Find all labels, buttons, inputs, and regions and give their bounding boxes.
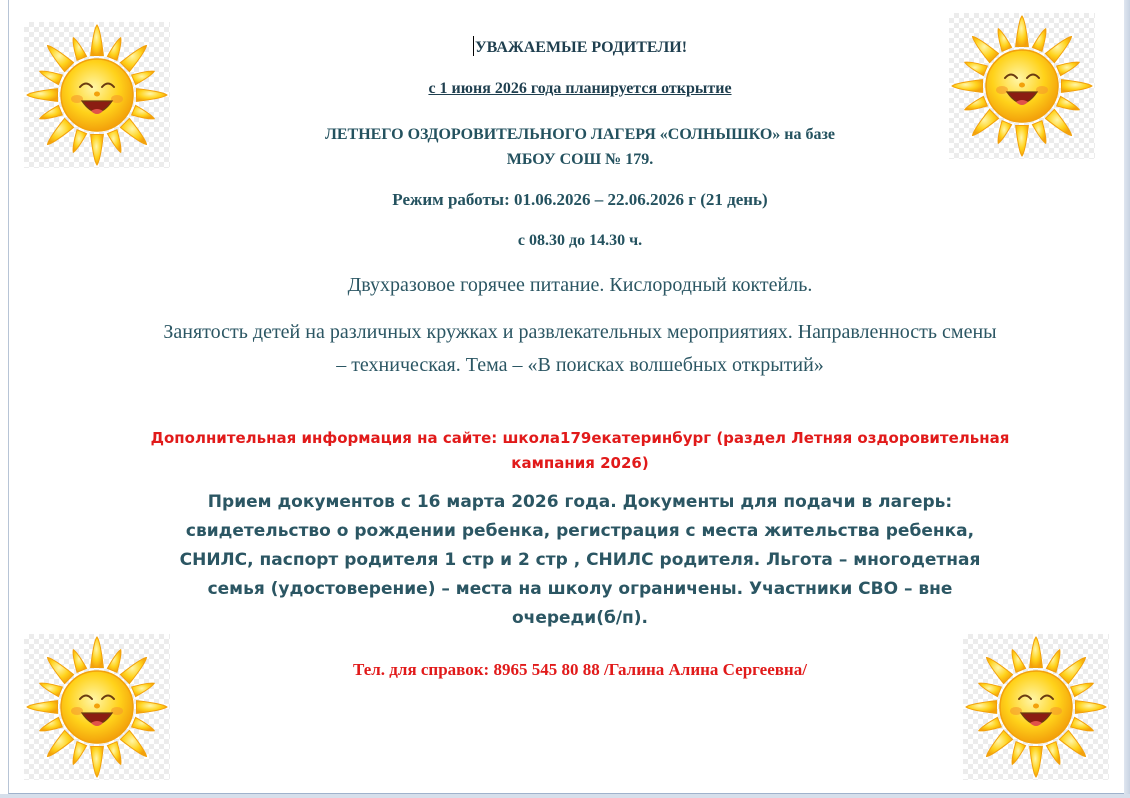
text-cursor xyxy=(473,36,474,56)
school-line: МБОУ СОШ № 179. xyxy=(506,151,654,168)
sun-image-bottom-left xyxy=(24,634,170,780)
greeting-heading xyxy=(120,36,1040,57)
food-line: Двухразовое горячее питание. Кислородный коктейль. xyxy=(347,274,813,296)
opening-line: с 1 июня 2026 года планируется открытие xyxy=(428,80,732,97)
camp-block xyxy=(120,122,1040,172)
activity-paragraph: Занятость детей на различных кружках и развлекательных мероприятиях. Направленность смены – техническая. Тема – «В поисках волшебных открытий» xyxy=(163,321,997,376)
sun-image-bottom-right xyxy=(963,634,1109,780)
smiling-sun-icon xyxy=(24,634,170,780)
smiling-sun-icon xyxy=(963,634,1109,780)
additional-info: Дополнительная информация на сайте: школа179екатеринбург (раздел Летняя оздоровительная кампания 2026) xyxy=(150,429,1010,472)
greeting-text: УВАЖАЕМЫЕ РОДИТЕЛИ! xyxy=(474,39,688,56)
vertical-scrollbar[interactable] xyxy=(1124,0,1130,798)
camp-name-line: ЛЕТНЕГО ОЗДОРОВИТЕЛЬНОГО ЛАГЕРЯ «СОЛНЫШКО» на базе xyxy=(324,126,836,143)
hours-line: с 08.30 до 14.30 ч. xyxy=(517,232,643,249)
work-mode-line: Режим работы: 01.06.2026 – 22.06.2026 г (21 день) xyxy=(392,190,768,209)
phone-line: Тел. для справок: 8965 545 80 88 /Галина Алина Сергеевна/ xyxy=(353,660,807,679)
documents-paragraph: Прием документов с 16 марта 2026 года. Документы для подачи в лагерь: свидетельство о рождении ребенка, регистрация с места жительства ребенка, СНИЛС, паспорт родителя 1 стр и 2 стр , СНИЛС родителя. Льгота – многодетная семья (удостоверение) – места на школу ограничены. Участники СВО – вне очереди(б/п). xyxy=(179,492,981,628)
window-bottom-edge xyxy=(0,794,1130,798)
